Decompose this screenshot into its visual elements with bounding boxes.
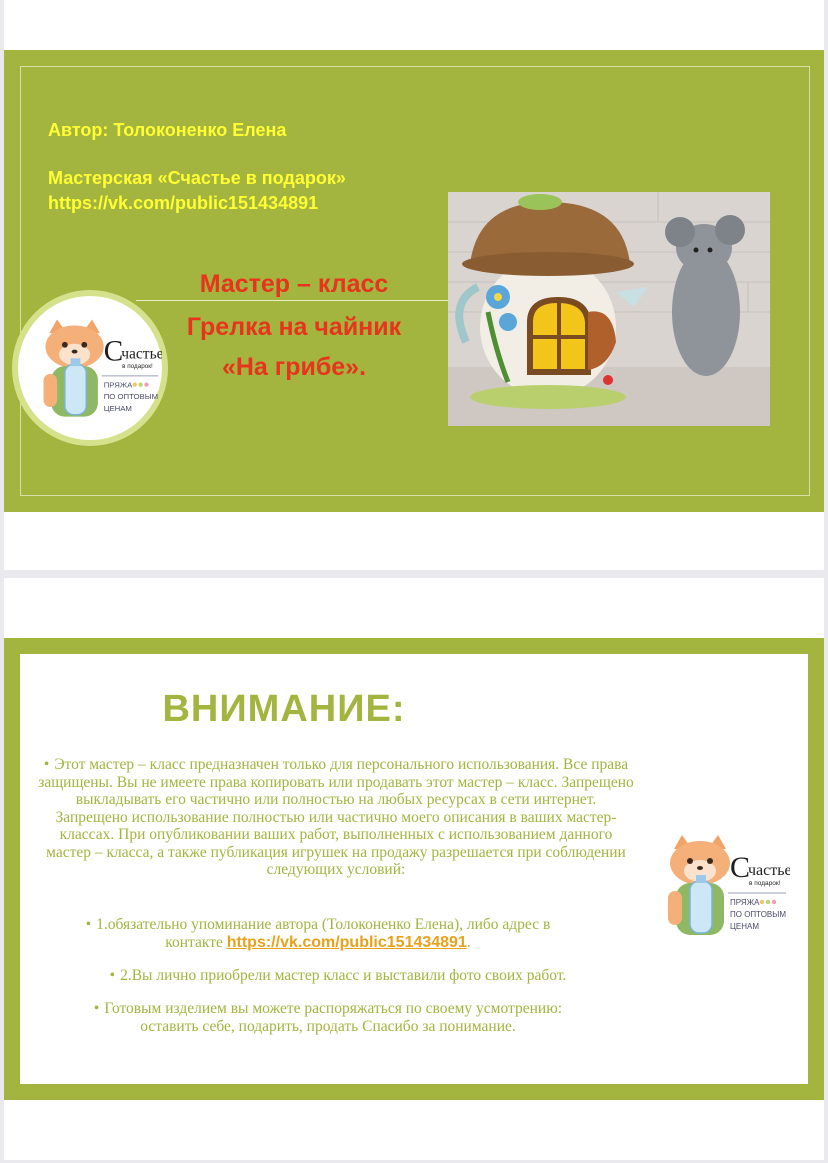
brand-logo xyxy=(650,830,790,946)
condition-1-period: . xyxy=(466,933,471,951)
warning-panel xyxy=(20,654,808,1084)
slide-title xyxy=(4,0,824,570)
author-line: Автор: Толоконенко Елена xyxy=(48,120,287,140)
brand-logo-badge xyxy=(12,290,168,446)
author-vk-link[interactable]: https://vk.com/public151434891 xyxy=(226,933,467,951)
warning-heading: ВНИМАНИЕ: xyxy=(162,688,406,730)
bullet-icon: • xyxy=(85,916,92,933)
bullet-icon: • xyxy=(43,756,50,773)
workshop-line: Мастерская «Счастье в подарок» xyxy=(48,168,346,188)
product-photo xyxy=(448,192,770,426)
title-divider xyxy=(136,300,448,301)
brand-logo xyxy=(26,312,162,430)
warning-slide-background xyxy=(4,638,824,1100)
condition-3-text: Готовым изделием вы можете распоряжаться по своему усмотрению: оставить себе, подарить, продать Спасибо за понимание. xyxy=(104,1000,563,1035)
bullet-icon: • xyxy=(109,967,116,984)
condition-1 xyxy=(68,916,568,951)
title-line-1: Мастер – класс xyxy=(199,270,389,298)
title-slide-background xyxy=(4,50,824,512)
title-line-2: Грелка на чайник xyxy=(186,313,402,341)
warning-paragraph xyxy=(38,756,634,879)
slide-warning xyxy=(4,578,824,1160)
workshop-url[interactable]: https://vk.com/public151434891 xyxy=(48,193,319,213)
bullet-icon: • xyxy=(93,1000,100,1017)
condition-1-text: 1.обязательно упоминание автора (Толоконенко Елена), либо адрес в контакте xyxy=(96,916,551,951)
condition-2-text: 2.Вы лично приобрели мастер класс и выставили фото своих работ. xyxy=(120,967,567,984)
warning-paragraph-text: Этот мастер – класс предназначен только для персонального использования. Все права защищены. Вы не имеете права копировать или продавать этот мастер – класс. Запрещено выкладывать его частично или полностью на любых ресурсах в сети интернет. Запрещено использование полностью или частично моего описания в ваших мастер-классах. При опубликовании ваших работ, выполненных с использованием данного мастер – класса, а также публикация игрушек на продажу разрешается при соблюдении следующих условий: xyxy=(38,756,634,878)
title-line-3: «На грибе». xyxy=(221,353,367,381)
condition-2 xyxy=(68,967,608,985)
condition-3 xyxy=(68,1000,588,1035)
